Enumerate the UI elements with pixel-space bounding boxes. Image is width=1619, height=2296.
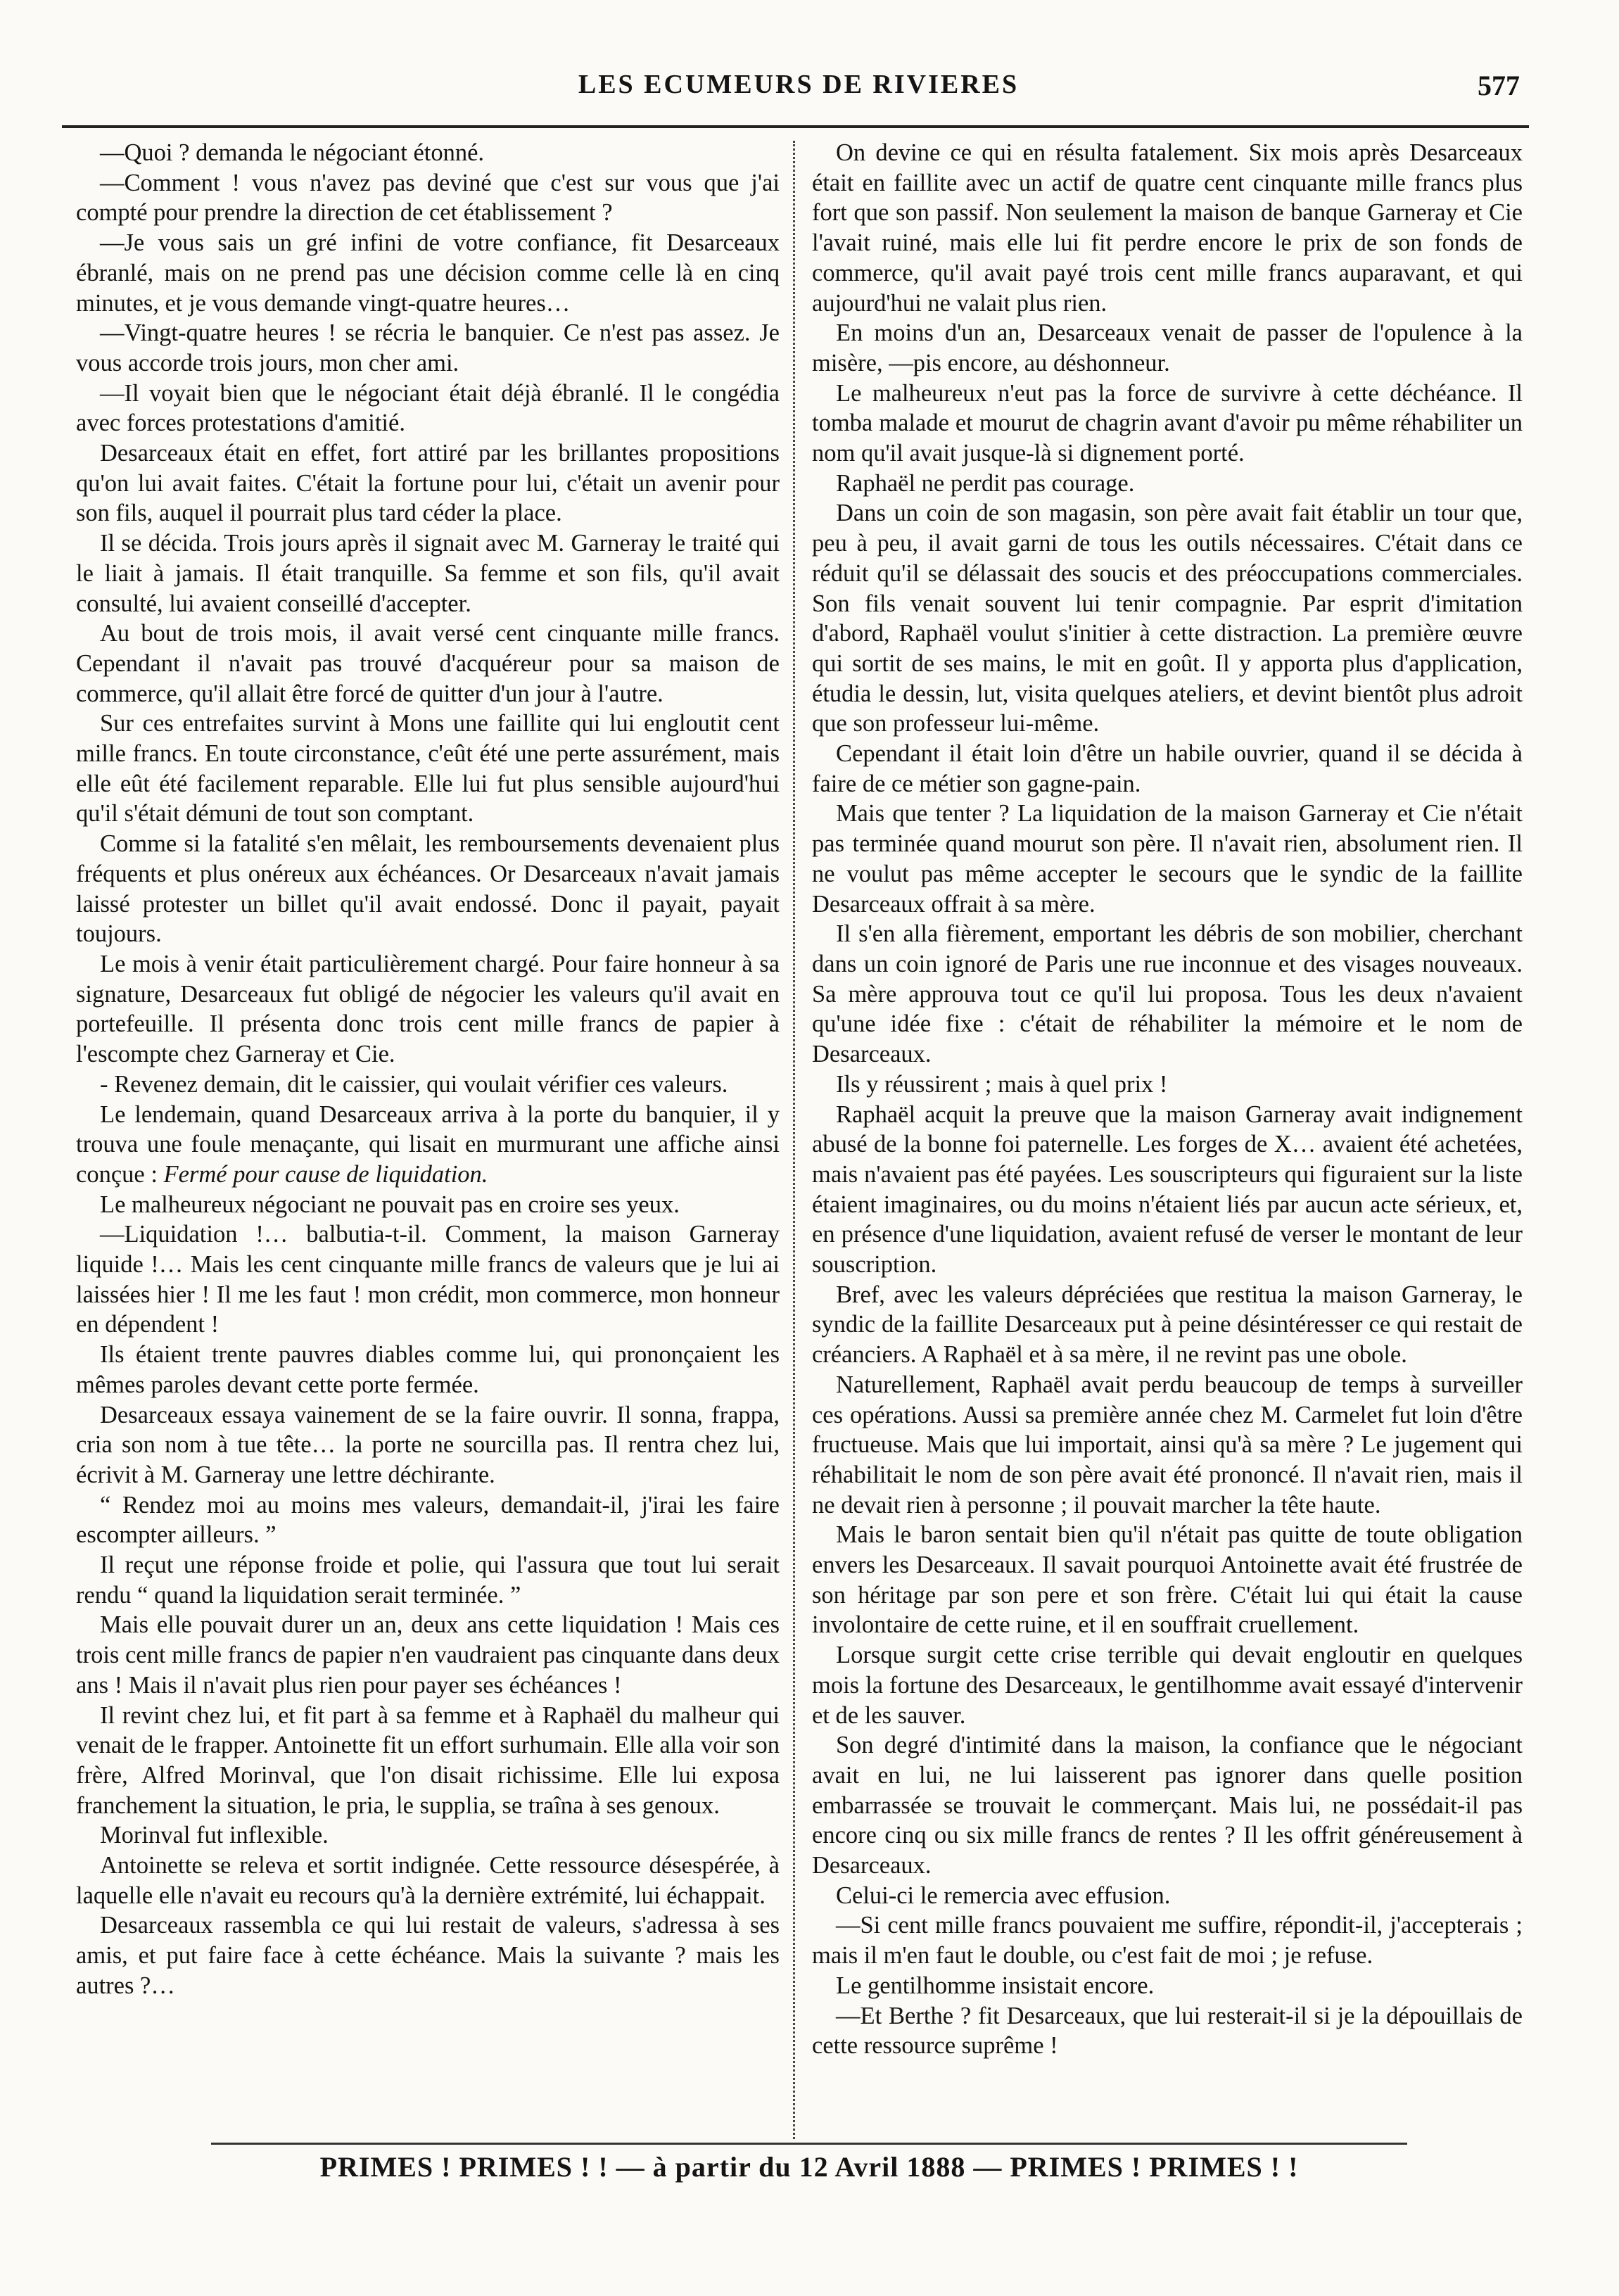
paragraph: Sur ces entrefaites survint à Mons une faillite qui lui engloutit cent mille francs. En toute circonstance, c'eût été une perte assurément, mais elle eût été facilement reparable. Elle lui fut plus sensible aujourd'hui qu'il s'était démuni de tout son comptant. — [76, 710, 780, 827]
paragraph: Naturellement, Raphaël avait perdu beaucoup de temps à surveiller ces opérations. Aussi sa première année chez M. Carmelet fut loin d'être fructueuse. Mais que lui importait, ainsi qu'à sa mère ? Le jugement qui réhabilitait le nom de son père avait été prononcé. Il n'avait rien, mais il ne devait rien à personne ; il pouvait marcher la tête haute. — [812, 1371, 1523, 1518]
paragraph: Morinval fut inflexible. — [100, 1822, 329, 1849]
paragraph: —Comment ! vous n'avez pas deviné que c'est sur vous que j'ai compté pour prendre la direction de cet établissement ? — [76, 169, 780, 227]
paragraph: Ils étaient trente pauvres diables comme lui, qui prononçaient les mêmes paroles devant cette porte fermée. — [76, 1341, 780, 1398]
left-column — [76, 138, 780, 2001]
paragraph: Mais que tenter ? La liquidation de la maison Garneray et Cie n'était pas terminée quand mourut son père. Il n'avait rien, absolument rien. Il ne voulut pas même accepter le secours que le syndic de la faillite Desarceaux offrait à sa mère. — [812, 800, 1523, 918]
paragraph: Lorsque surgit cette crise terrible qui devait engloutir en quelques mois la fortune des Desarceaux, le gentilhomme avait essayé d'intervenir et de les sauver. — [812, 1642, 1523, 1729]
paragraph: Antoinette se releva et sortit indignée. Cette ressource désespérée, à laquelle elle n'avait eu recours qu'à la dernière extrémité, lui échappait. — [76, 1852, 780, 1909]
paragraph: Au bout de trois mois, il avait versé cent cinquante mille francs. Cependant il n'avait pas trouvé d'acquéreur pour sa maison de commerce, qu'il allait être forcé de quitter d'un jour à l'autre. — [76, 620, 780, 707]
paragraph: Raphaël ne perdit pas courage. — [836, 469, 1135, 497]
paragraph: - Revenez demain, dit le caissier, qui voulait vérifier ces valeurs. — [100, 1070, 728, 1098]
paragraph: Celui-ci le remercia avec effusion. — [836, 1882, 1171, 1909]
paragraph: —Vingt-quatre heures ! se récria le banquier. Ce n'est pas assez. Je vous accorde trois jours, mon cher ami. — [76, 319, 780, 376]
paragraph-text: Le lendemain, quand Desarceaux arriva à la porte du banquier, il y trouva une foule menaçante, qui lisait en murmurant une affiche ainsi conçue : — [76, 1101, 780, 1188]
paragraph: Le malheureux n'eut pas la force de survivre à cette déchéance. Il tomba malade et mourut de chagrin avant d'avoir pu même réhabiliter un nom qu'il avait jusque-là si dignement porté. — [812, 379, 1523, 467]
paragraph: Cependant il était loin d'être un habile ouvrier, quand il se décida à faire de ce métier son gagne-pain. — [812, 740, 1523, 797]
paragraph: Desarceaux rassembla ce qui lui restait de valeurs, s'adressa à ses amis, et put faire face à cette échéance. Mais la suivante ? mais les autres ?… — [76, 1912, 780, 1999]
running-title: LES ECUMEURS DE RIVIERES — [578, 70, 1020, 99]
paragraph: —Et Berthe ? fit Desarceaux, que lui resterait-il si je la dépouillais de cette ressource suprême ! — [812, 2002, 1523, 2060]
footer-rule — [211, 2143, 1407, 2145]
paragraph: Il s'en alla fièrement, emportant les débris de son mobilier, cherchant dans un coin ignoré de Paris une rue inconnue et des visages nouveaux. Sa mère approuva tout ce qu'il lui proposa. Tous les deux n'avaient qu'une idée fixe : c'était de réhabiliter la mémoire et le nom de Desarceaux. — [812, 920, 1523, 1068]
page-number: 577 — [1478, 70, 1520, 101]
paragraph: Le mois à venir était particulièrement chargé. Pour faire honneur à sa signature, Desarceaux fut obligé de négocier les valeurs qu'il avait en portefeuille. Il présenta donc trois cent mille francs de papier à l'escompte chez Garneray et Cie. — [76, 950, 780, 1068]
paragraph: Mais elle pouvait durer un an, deux ans cette liquidation ! Mais ces trois cent mille francs de papier n'en vaudraient pas cinquante dans deux ans ! Mais il n'avait plus rien pour payer ses échéances ! — [76, 1611, 780, 1699]
paragraph: Le malheureux négociant ne pouvait pas en croire ses yeux. — [100, 1191, 680, 1218]
page-header — [63, 69, 1534, 111]
paragraph: Comme si la fatalité s'en mêlait, les remboursements devenaient plus fréquents et plus onéreux aux échéances. Or Desarceaux n'avait jamais laissé protester un billet qu'il avait endossé. Donc il payait, payait toujours. — [76, 830, 780, 948]
paragraph: “ Rendez moi au moins mes valeurs, demandait-il, j'irai les faire escompter ailleurs. ” — [76, 1491, 780, 1549]
footer-banner: PRIMES ! PRIMES ! ! — à partir du 12 Avril 1888 — PRIMES ! PRIMES ! ! — [319, 2151, 1299, 2183]
affiche-text: Fermé pour cause de liquidation. — [163, 1160, 488, 1188]
paragraph: Desarceaux essaya vainement de se la faire ouvrir. Il sonna, frappa, cria son nom à tue tête… la porte ne sourcilla pas. Il rentra chez lui, écrivit à M. Garneray une lettre déchirante. — [76, 1401, 780, 1488]
header-rule — [62, 125, 1529, 128]
paragraph: En moins d'un an, Desarceaux venait de passer de l'opulence à la misère, —pis encore, au déshonneur. — [812, 319, 1523, 376]
paragraph: On devine ce qui en résulta fatalement. Six mois après Desarceaux était en faillite avec un actif de quatre cent cinquante mille francs plus fort que son passif. Non seulement la maison de banque Garneray et Cie l'avait ruiné, mais elle lui fit perdre encore le prix de son fonds de commerce, qu'il avait payé trois cent mille francs auparavant, et qui aujourd'hui ne valait plus rien. — [812, 139, 1523, 317]
paragraph: Bref, avec les valeurs dépréciées que restitua la maison Garneray, le syndic de la faillite Desarceaux put à peine désintéresser ce qui restait de créanciers. A Raphaël et à sa mère, il ne revint pas une obole. — [812, 1281, 1523, 1369]
paragraph: Dans un coin de son magasin, son père avait fait établir un tour que, peu à peu, il avait garni de tous les outils nécessaires. C'était dans ce réduit qu'il se délassait des soucis et des préoccupations commerciales. Son fils venait souvent lui tenir compagnie. Par esprit d'imitation d'abord, Raphaël voulut s'initier à cette distraction. La première œuvre qui sortit de ses mains, le mit en goût. Il y apporta plus d'application, étudia le dessin, lut, visita quelques ateliers, et devint bientôt plus adroit que son professeur lui-même. — [812, 500, 1523, 737]
paragraph: Raphaël acquit la preuve que la maison Garneray avait indignement abusé de la bonne foi paternelle. Les forges de X… avaient été achetées, mais n'avaient pas été payées. Les souscripteurs qui figuraient sur la liste étaient imaginaires, ou du moins n'étaient liés par aucun acte sérieux, et, en présence d'une liquidation, avaient refusé de verser le montant de leur souscription. — [812, 1101, 1523, 1279]
paragraph: Son degré d'intimité dans la maison, la confiance que le négociant avait en lui, ne lui laisserent pas ignorer dans quelle position embarrassée se trouvait le commerçant. Mais lui, ne possédait-il pas encore cinq ou six mille francs de rentes ? Il les offrit généreusement à Desarceaux. — [812, 1732, 1523, 1879]
column-divider — [793, 141, 795, 2139]
paragraph: Le gentilhomme insistait encore. — [836, 1972, 1155, 1999]
paragraph: Mais le baron sentait bien qu'il n'était pas quitte de toute obligation envers les Desarceaux. Il savait pourquoi Antoinette avait été frustrée de son héritage par son pere et son frère. C'était lui qui était la cause involontaire de cette ruine, et il en souffrait cruellement. — [812, 1521, 1523, 1639]
paragraph: Desarceaux était en effet, fort attiré par les brillantes propositions qu'on lui avait faites. C'était la fortune pour lui, c'était un avenir pour son fils, auquel il pourrait plus tard céder la place. — [76, 440, 780, 527]
paragraph: —Si cent mille francs pouvaient me suffire, répondit-il, j'accepterais ; mais il m'en faut le double, ou c'est fait de moi ; je refuse. — [812, 1912, 1523, 1970]
paragraph: Ils y réussirent ; mais à quel prix ! — [836, 1070, 1168, 1098]
paragraph: —Liquidation !… balbutia-t-il. Comment, la maison Garneray liquide !… Mais les cent cinquante mille francs de valeurs que je lui ai laissées hier ! Il me les faut ! mon crédit, mon commerce, mon honneur en dépendent ! — [76, 1221, 780, 1338]
paragraph: Il revint chez lui, et fit part à sa femme et à Raphaël du malheur qui venait de le frapper. Antoinette fit un effort surhumain. Elle alla voir son frère, Alfred Morinval, que l'on disait richissime. Elle lui exposa franchement la situation, le pria, le supplia, se traîna à ses genoux. — [76, 1701, 780, 1819]
paragraph: —Je vous sais un gré infini de votre confiance, fit Desarceaux ébranlé, mais on ne prend pas une décision comme celle là en cinq minutes, et je vous demande vingt-quatre heures… — [76, 229, 780, 317]
paragraph: Il reçut une réponse froide et polie, qui l'assura que tout lui serait rendu “ quand la liquidation serait terminée. ” — [76, 1552, 780, 1609]
paragraph: —Il voyait bien que le négociant était déjà ébranlé. Il le congédia avec forces protestations d'amitié. — [76, 379, 780, 437]
paragraph: —Quoi ? demanda le négociant étonné. — [100, 139, 485, 166]
paragraph: Il se décida. Trois jours après il signait avec M. Garneray le traité qui le liait à jamais. Il était tranquille. Sa femme et son fils, qu'il avait consulté, lui avaient conseillé d'accepter. — [76, 530, 780, 617]
paragraph-with-affiche — [76, 1100, 780, 1190]
right-column — [812, 138, 1523, 2061]
